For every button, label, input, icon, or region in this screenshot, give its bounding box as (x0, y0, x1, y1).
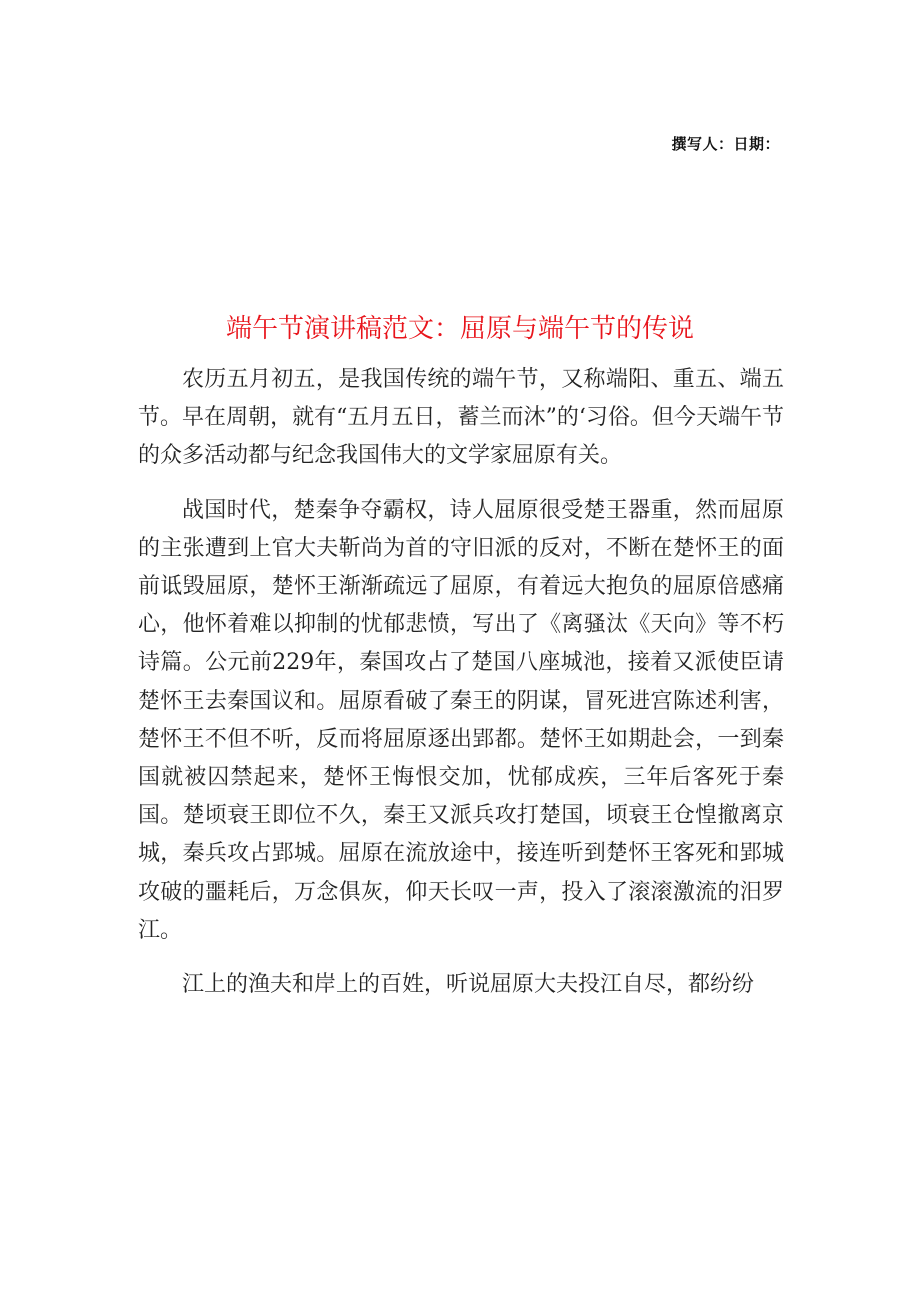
paragraph: 战国时代，楚秦争夺霸权，诗人屈原很受楚王器重，然而屈原的主张遭到上官大夫靳尚为首的守旧派的反对，不断在楚怀王的面前诋毁屈原，楚怀王渐渐疏远了屈原，有着远大抱负的屈原倍感痛心，他怀着难以抑制的忧郁悲愤，写出了《离骚汰《天向》等不朽诗篇。公元前229年，秦国攻占了楚国八座城池，接着又派使臣请楚怀王去秦国议和。屈原看破了秦王的阴谋，冒死进宫陈述利害，楚怀王不但不听，反而将屈原逐出郢都。楚怀王如期赴会，一到秦国就被囚禁起来，楚怀王悔恨交加，忧郁成疾，三年后客死于秦国。楚顷衰王即位不久，秦王又派兵攻打楚国，顷衰王仓惶撤离京城，秦兵攻占郢城。屈原在流放途中，接连听到楚怀王客死和郢城攻破的噩耗后，万念俱灰，仰天长叹一声，投入了滚滚激流的汨罗江。 (138, 497, 784, 943)
document-body (138, 361, 784, 1004)
paragraph: 农历五月初五，是我国传统的端午节，又称端阳、重五、端五节。早在周朝，就有“五月五日，蓄兰而沐”的‘习俗。但今天端午节的众多活动都与纪念我国伟大的文学家屈原有关。 (138, 367, 784, 469)
author-date-line: 撰写人：日期： (671, 135, 780, 153)
paragraph: 江上的渔夫和岸上的百姓，听说屈原大夫投江自尽，都纷纷 (182, 972, 755, 998)
document-title: 端午节演讲稿范文：屈原与端午节的传说 (225, 314, 694, 344)
